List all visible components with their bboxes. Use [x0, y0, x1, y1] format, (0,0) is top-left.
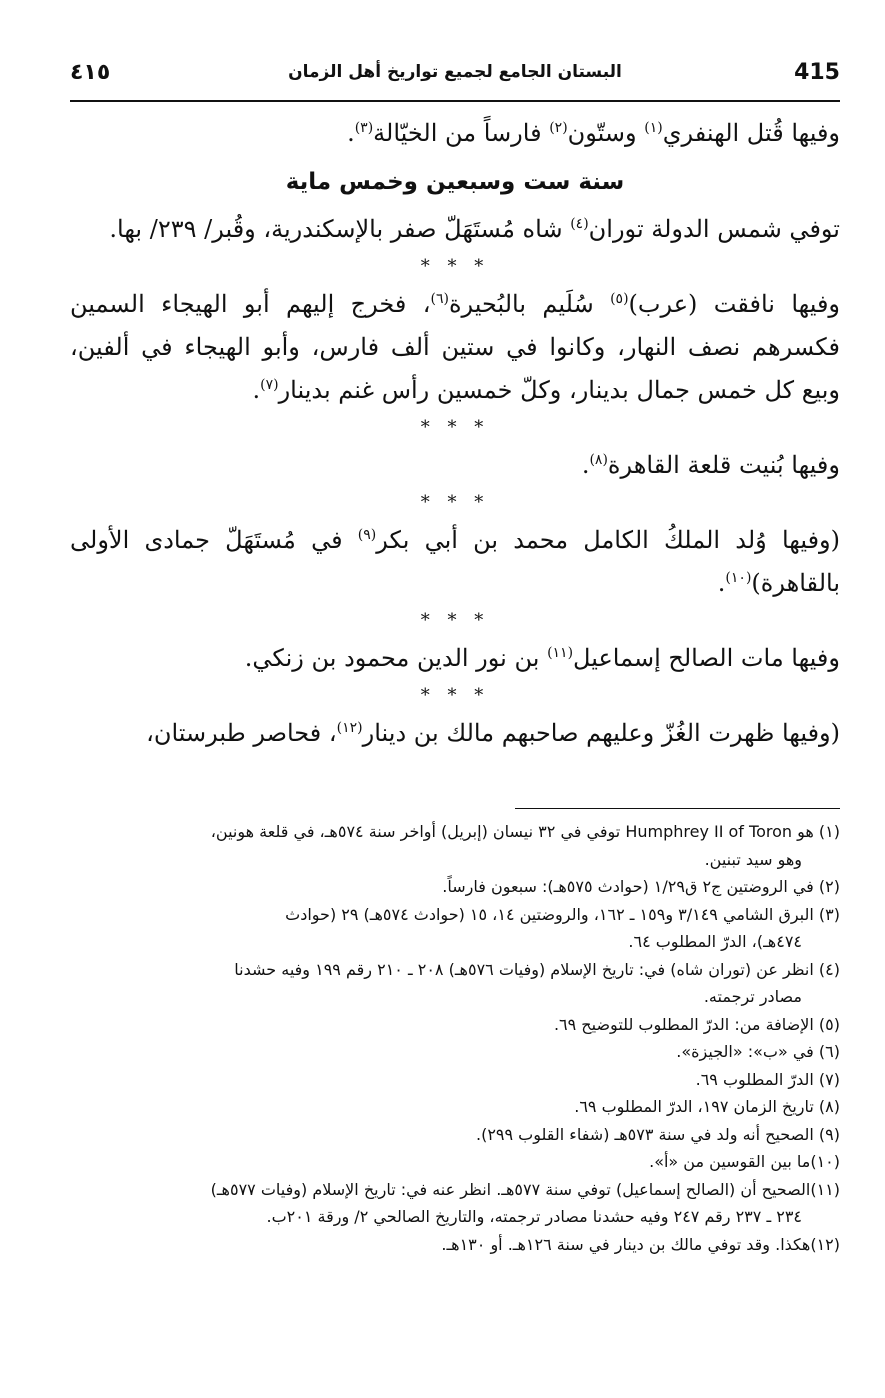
footnote-3-cont: ٤٧٤هـ)، الدرّ المطلوب ٦٤. — [628, 932, 802, 951]
separator-stars: * * * — [420, 685, 490, 706]
paragraph-6: وفيها مات الصالح إسماعيل$^{(١١)}$ بن نور الدين محمود بن زنكي. — [244, 644, 840, 672]
paragraph-4: وفيها بُنيت قلعة القاهرة$^{(٨)}$. — [581, 451, 840, 479]
main-text — [70, 112, 840, 755]
footnote-7: (٧) الدرّ المطلوب ٦٩. — [695, 1069, 840, 1089]
footnote-ref: (١) — [644, 120, 663, 136]
paragraph-5: (وفيها وُلد الملكُ الكامل محمد بن أبي بكر$^{(٩)}$ في مُستَهَلّ جمادى الأولى بالقاهرة)$^{(١٠)}$. — [70, 526, 840, 597]
footnote-6: (٦) في «ب»: «الجيزة». — [676, 1042, 840, 1061]
footnote-8: (٨) تاريخ الزمان ١٩٧، الدرّ المطلوب ٦٩. — [574, 1097, 840, 1116]
footnote-ref: (١٢) — [336, 720, 363, 736]
separator-stars: * * * — [420, 492, 490, 513]
paragraph-2: توفي شمس الدولة توران$^{(٤)}$ شاه مُستَهَلّ صفر بالإسكندرية، وقُبر/ ٢٣٩/ بها. — [109, 215, 840, 243]
header-rule — [70, 100, 840, 102]
footnote-ref: (٣) — [354, 120, 374, 136]
footnote-ref: (١٠) — [725, 570, 752, 586]
footnote-10: (١٠)ما بين القوسين من «أ». — [649, 1152, 840, 1171]
footnote-1: (١) هو Humphrey II of Toron توفي في ٣٢ نيسان (إبريل) أواخر سنة ٥٧٤هـ، في قلعة هونين، — [210, 822, 840, 841]
footnote-1-cont: وهو سيد تبنين. — [704, 849, 802, 869]
footnote-5: (٥) الإضافة من: الدرّ المطلوب للتوضيح ٦٩. — [553, 1014, 840, 1034]
separator-stars: * * * — [420, 417, 490, 438]
footnote-3: (٣) البرق الشامي ٣/١٤٩ و١٥٩ ـ ١٦٢، والروضتين ١٤، ١٥ (حوادث ٥٧٤هـ) ٢٩ (حوادث — [285, 904, 840, 924]
footnote-ref: (٩) — [357, 527, 377, 543]
footnote-rule — [515, 808, 840, 809]
footnote-ref: (٤) — [570, 216, 589, 232]
footnote-4-cont: مصادر ترجمته. — [703, 987, 802, 1006]
footnote-4: (٤) انظر عن (توران شاه) في: تاريخ الإسلام (وفيات ٥٧٦هـ) ٢٠٨ ـ ٢١٠ رقم ١٩٩ وفيه حشدنا — [234, 959, 840, 979]
section-title: سنة ست وسبعين وخمس ماية — [285, 169, 625, 195]
paragraph-7: (وفيها ظهرت الغُزّ وعليهم صاحبهم مالك بن دينار$^{(١٢)}$، فحاصر طبرستان، — [146, 719, 840, 747]
footnote-ref: (٨) — [589, 452, 608, 468]
paragraph-3: وفيها نافقت (عرب)$^{(٥)}$ سُلَيم بالبُحيرة$^{(٦)}$، فخرج إليهم أبو الهيجاء السمين فكسرهم نصف النهار، وكانوا في ستين ألف فارس، وأبو الهيجاء في ألفين، وبيع كل خمس جمال بدينار، وكلّ خمسين رأس غنم بدينار$^{(٧)}$. — [70, 290, 841, 404]
footnote-ref: (٦) — [430, 291, 449, 307]
footnotes — [70, 818, 840, 1258]
page-number-latin: 415 — [794, 60, 840, 85]
footnote-11: (١١)الصحيح أن (الصالح إسماعيل) توفي سنة ٥٧٧هـ. انظر عنه في: تاريخ الإسلام (وفيات ٥٧٧هـ) — [210, 1179, 840, 1199]
running-header — [70, 58, 840, 98]
book-title: البستان الجامع لجميع تواريخ أهل الزمان — [288, 62, 622, 82]
footnote-11-cont: ٢٣٤ ـ ٢٣٧ رقم ٢٤٧ وفيه حشدنا مصادر ترجمته، والتاريخ الصالحي ٢/ ورقة ٢٠١ب. — [266, 1207, 802, 1226]
footnote-ref: (١١) — [547, 645, 574, 661]
separator-stars: * * * — [420, 256, 490, 277]
footnote-ref: (٥) — [610, 291, 629, 307]
footnote-2: (٢) في الروضتين ج٢ ق١/٢٩ (حوادث ٥٧٥هـ): سبعون فارساً. — [442, 877, 840, 896]
separator-stars: * * * — [420, 610, 490, 631]
page-number-arabic: ٤١٥ — [70, 60, 111, 85]
footnote-9: (٩) الصحيح أنه ولد في سنة ٥٧٣هـ (شفاء القلوب ٢٩٩). — [475, 1124, 840, 1144]
footnote-ref: (٧) — [260, 377, 279, 393]
footnote-ref: (٢) — [549, 120, 568, 136]
footnote-12: (١٢)هكذا. وقد توفي مالك بن دينار في سنة ١٢٦هـ. أو ١٣٠هـ. — [441, 1234, 840, 1254]
paragraph-1: وفيها قُتل الهنفري$^{(١)}$ وستّون$^{(٢)}$ فارساً من الخيّالة$^{(٣)}$. — [347, 119, 840, 147]
